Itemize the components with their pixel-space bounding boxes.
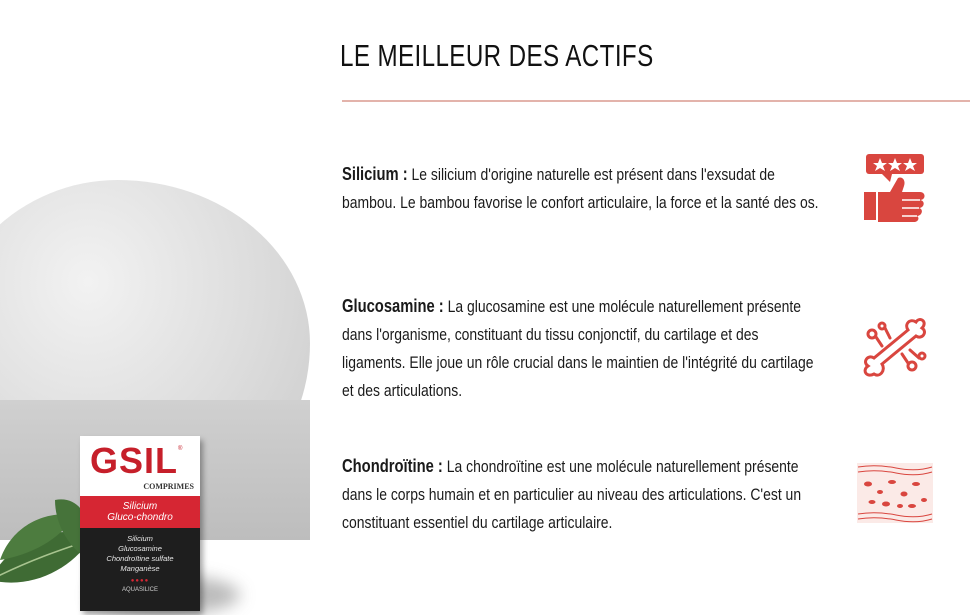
brand-registered-mark: ® <box>178 446 183 452</box>
product-box <box>80 436 200 611</box>
ingredient-item: Glucosamine <box>118 544 162 553</box>
brand-logo: GSIL <box>90 440 179 481</box>
band-line-2: Gluco-chondro <box>107 512 173 523</box>
page-title: LE MEILLEUR DES ACTIFS <box>340 38 654 73</box>
actif-label: Glucosamine : <box>342 296 444 316</box>
actif-text: La glucosamine est une molécule naturellement présente dans l'organisme, constituant du tissu conjonctif, du cartilage et des ligaments. Elle joue un rôle crucial dans le maintien de l'intégrité du cartilage et des articulations. <box>342 297 814 400</box>
actif-text: Le silicium d'origine naturelle est présent dans l'exsudat de bambou. Le bambou favorise le confort articulaire, la force et la santé des os. <box>342 165 819 212</box>
ingredient-item: Chondroïtine sulfate <box>106 554 174 563</box>
bone-cells-icon <box>860 316 930 384</box>
ingredient-list <box>80 528 200 611</box>
actif-description <box>342 160 826 217</box>
actif-glucosamine <box>342 292 842 405</box>
actif-text: La chondroïtine est une molécule naturellement présente dans le corps humain et en particulier au niveau des articulations. C'est un constituant essentiel du cartilage articulaire. <box>342 457 802 532</box>
maker-logo: AQUASILICE <box>121 587 158 593</box>
ingredient-item: Silicium <box>127 534 153 543</box>
product-band <box>80 496 200 528</box>
ingredient-item: Manganèse <box>120 564 160 573</box>
actif-description <box>342 292 826 405</box>
actif-label: Chondroïtine : <box>342 456 443 476</box>
cartilage-tissue-icon <box>856 462 934 524</box>
actif-chondroitine <box>342 452 842 537</box>
actif-label: Silicium : <box>342 164 408 184</box>
product-form: COMPRIMES <box>143 482 194 491</box>
band-line-1: Silicium <box>122 501 158 512</box>
rating-thumbs-up-icon <box>862 152 928 226</box>
product-photo <box>0 180 310 593</box>
decorative-dots: ●●●● <box>130 578 150 584</box>
title-divider <box>342 100 970 102</box>
box-header <box>80 436 200 496</box>
actif-silicium <box>342 160 842 217</box>
actif-description <box>342 452 826 537</box>
